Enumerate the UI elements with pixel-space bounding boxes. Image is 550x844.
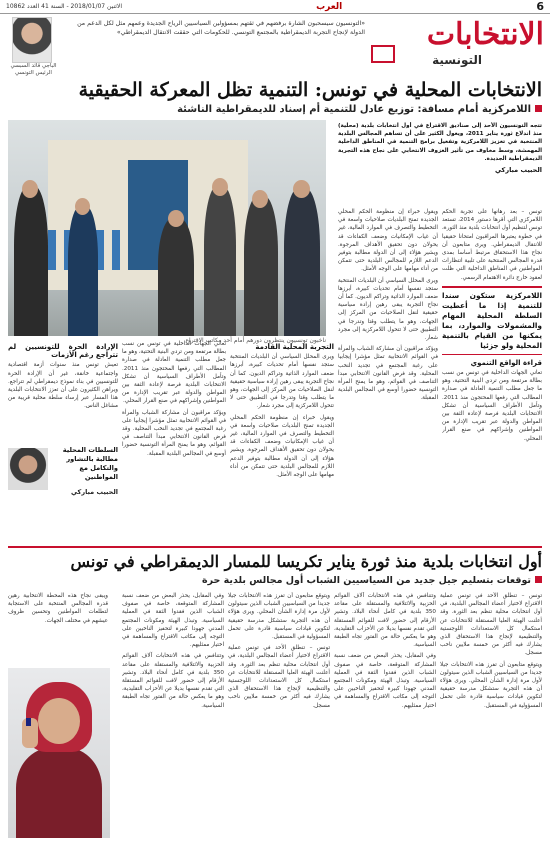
article-subheadline: توقعات بتسليم جيل جديد من السياسيين الشباب أول مجالس بلدية حرة	[8, 575, 542, 586]
woman-voter-photo	[8, 668, 110, 838]
column-text: تعاني الجهات الداخلية في تونس من نسب بطالة مرتفعة ومن تردي البنية التحتية، وهو ما جعل مطلب التنمية العادلة في صدارة المطالب التي رفعها المحتجون منذ 2011. وتأمل الأطراف السياسية أن تشكل الانتخابات البلدية فرصة لإعادة الثقة بين المواطن والدولة عبر تقريب الإدارة من المواطنين وإشراكهم في صنع القرار المحلي.	[122, 341, 226, 405]
article-headline: الانتخابات المحلية في تونس: التنمية تظل المعركة الحقيقية	[78, 79, 542, 101]
article-column	[122, 340, 226, 540]
column-text: تونس – تنطلق الأحد في تونس عملية الاقتراع لاختيار أعضاء المجالس البلدية، في أول انتخابات محلية تنظم بعد الثورة. وقد أعلنت الهيئة العليا المستقلة للانتخابات عن استكمال كل الاستعدادات اللوجستية والتنظيمية لإنجاح هذا الاستحقاق الذي يشارك فيه أكثر من خمسة ملايين ناخب مسجل.	[228, 645, 330, 709]
column-text: تونس – بعد رهانها على تجربة الحكم اللامركزي التي أقرها دستور 2014، تستعد تونس لتنظيم أول انتخابات بلدية منذ الثورة، في خطوة يعتبرها المراقبون امتحانا حقيقيا للانتقال الديمقراطي. ويرى متابعون أن نجاح هذا الاستحقاق مرتبط أساسا بمدى قدرة المجالس المنتخبة على تلبية انتظارات المواطنين في المناطق الداخلية التي ظلت لعقود خارج دائرة الاهتمام الرسمي.	[442, 209, 542, 281]
article-headline: أول انتخابات بلدية منذ ثورة يناير تكريسا للمسار الديمقراطي في تونس	[70, 552, 542, 571]
voters-photo	[8, 120, 326, 336]
article-column	[122, 592, 224, 838]
ballot-box-icon	[371, 45, 395, 63]
column-text: ويؤكد مراقبون أن مشاركة الشباب والمرأة في القوائم الانتخابية تمثل مؤشرا إيجابيا على رغبة المجتمع في تجديد النخب المحلية. وقد فرض القانون الانتخابي مبدأ التناصف في القوائم، وهو ما يمنح المرأة التونسية حضورا أوسع في المجالس البلدية المقبلة.	[338, 346, 438, 402]
article-column	[338, 208, 438, 542]
photo-caption: ناخبون تونسيون ينتظرون دورهم أمام أحد مكاتب الاقتراع	[185, 337, 326, 344]
quote-box	[8, 446, 118, 542]
column-text: ويؤكد مراقبون أن مشاركة الشباب والمرأة في القوائم الانتخابية تمثل مؤشرا إيجابيا على رغبة المجتمع في تجديد النخب المحلية. وقد فرض القانون الانتخابي مبدأ التناصف في القوائم، وهو ما يمنح المرأة التونسية حضورا أوسع في المجالس البلدية المقبلة.	[122, 409, 226, 457]
column-text: ويبقى نجاح هذه المحطة الانتخابية رهين قدرة المجالس المنتخبة على الاستجابة لتطلعات المواطنين وتحسين ظروف عيشهم في مختلف الجهات.	[8, 593, 108, 624]
column-text: وتتنافس في هذه الانتخابات آلاف القوائم الحزبية والائتلافية والمستقلة على مقاعد 350 بلدية في كامل أنحاء البلاد. وتشير الأرقام إلى حضور لافت للقوائم المستقلة التي تقدم نفسها بديلا عن الأحزاب التقليدية، وهو ما يعكس حالة من الفتور تجاه الطبقة السياسية.	[334, 593, 436, 649]
column-text: ويرى المحلل السياسي أن البلديات المنتخبة ستجد نفسها أمام تحديات كبيرة، أبرزها ضعف الموارد الذاتية وتراكم الديون. كما أن نجاح التجربة يبقى رهين إرادة سياسية حقيقية لنقل الصلاحيات من المركز إلى الجهات، وهو ما يتطلب وقتا وتدرجا في التطبيق حتى لا تتحول اللامركزية إلى مجرد شعار.	[230, 354, 334, 410]
section-masthead	[0, 15, 550, 76]
quote-text: السلطات المحلية مطالبة بالتشاور والتكامل مع المواطنين	[62, 446, 118, 481]
article-column	[228, 592, 330, 838]
portrait-role: الرئيس التونسي	[15, 70, 52, 76]
column-text: تونس – تنطلق الأحد في تونس عملية الاقتراع لاختيار أعضاء المجالس البلدية، في أول انتخابات محلية تنظم بعد الثورة. وقد أعلنت الهيئة العليا المستقلة للانتخابات عن استكمال كل الاستعدادات اللوجستية والتنظيمية لإنجاح هذا الاستحقاق الذي يشارك فيه أكثر من خمسة ملايين ناخب مسجل.	[440, 593, 542, 657]
article-column	[440, 592, 542, 838]
section-divider	[8, 546, 542, 548]
quote-portrait	[8, 448, 48, 490]
column-text: وتتنافس في هذه الانتخابات آلاف القوائم الحزبية والائتلافية والمستقلة على مقاعد 350 بلدية في كامل أنحاء البلاد. وتشير الأرقام إلى حضور لافت للقوائم المستقلة التي تقدم نفسها بديلا عن الأحزاب التقليدية، وهو ما يعكس حالة من الفتور تجاه الطبقة السياسية.	[122, 653, 224, 709]
column-text: ويقول خبراء إن منظومة الحكم المحلي الجديدة تمنح البلديات صلاحيات واسعة في التخطيط والتصرف في الموارد المالية، غير أن غياب الإمكانيات وضعف الكفاءات قد يحولان دون تحقيق الأهداف المرجوة. ويشير هؤلاء إلى أن الدولة مطالبة بتوفير الدعم اللازم للمجالس البلدية حتى تتمكن من أداء مهامها على الوجه الأمثل.	[230, 414, 334, 479]
article-intro	[338, 122, 542, 208]
president-portrait	[12, 17, 52, 63]
portrait-name: الباجي قائد السبسي	[10, 63, 57, 69]
portrait-caption	[6, 63, 61, 77]
column-text: ويقول خبراء إن منظومة الحكم المحلي الجديدة تمنح البلديات صلاحيات واسعة في التخطيط والتصرف في الموارد المالية، غير أن غياب الإمكانيات وضعف الكفاءات قد يحولان دون تحقيق الأهداف المرجوة. ويشير هؤلاء إلى أن الدولة مطالبة بتوفير الدعم اللازم للمجالس البلدية حتى تتمكن من أداء مهامها على الوجه الأمثل.	[338, 209, 438, 273]
column-text: ويرى المحلل السياسي أن البلديات المنتخبة ستجد نفسها أمام تحديات كبيرة، أبرزها ضعف الموارد الذاتية وتراكم الديون. كما أن نجاح التجربة يبقى رهين إرادة سياسية حقيقية لنقل الصلاحيات من المركز إلى الجهات، وهو ما يتطلب وقتا وتدرجا في التطبيق حتى لا تتحول اللامركزية إلى مجرد شعار.	[338, 277, 438, 342]
article-column	[230, 340, 334, 540]
article-column	[8, 592, 108, 666]
article-author: الحبيب مباركي	[494, 166, 542, 175]
intro-text: تتجه التونسيون الأحد إلى صناديق الاقتراع في أول انتخابات بلدية (محلية) منذ اندلاع ثورة يناير 2011، ويعول الكثير على أن تساهم المجالس البلدية المنتخبة في تعزيز اللامركزية وتفعيل برامج التنمية في المناطق الداخلية المهمشة، وسط مخاوف من تأثير العزوف الانتخابي على نجاح هذه التجربة الديمقراطية الجديدة.	[338, 123, 542, 162]
article-column	[334, 592, 436, 838]
quote-author: الحبيب مباركي	[70, 488, 118, 496]
section-heading: التجربة المحلية القادمة	[255, 343, 334, 351]
inked-finger-icon	[26, 718, 31, 726]
pull-quote: اللامركزية ستكون سندا للتنمية إذا ما أعطيت السلطة المحلية المهام والمشمولات والموارد، بما يمكنها من القيام بالتنمية المحلية ولو جزئيا	[442, 286, 542, 355]
section-heading: الإرادة الحرة للتونسيين لم تتراجع رغم الأزمات	[8, 343, 118, 360]
section-subtitle: التونسية	[432, 53, 482, 67]
issue-info: الاثنين 2018/01/07 - السنة 41 العدد 10862	[6, 3, 122, 10]
column-text: ويتوقع متابعون أن تفرز هذه الانتخابات جيلا جديدا من السياسيين الشباب الذين سيتولون لأول مرة إدارة الشأن المحلي. ويرى هؤلاء أن هذه التجربة ستشكل مدرسة حقيقية لتكوين قيادات سياسية قادرة على تحمل المسؤولية في المستقبل.	[440, 661, 542, 709]
section-title-block	[369, 15, 544, 73]
column-text: تعاني الجهات الداخلية في تونس من نسب بطالة مرتفعة ومن تردي البنية التحتية، وهو ما جعل مطلب التنمية العادلة في صدارة المطالب التي رفعها المحتجون منذ 2011. وتأمل الأطراف السياسية أن تشكل الانتخابات البلدية فرصة لإعادة الثقة بين المواطن والدولة عبر تقريب الإدارة من المواطنين وإشراكهم في صنع القرار المحلي.	[442, 370, 542, 442]
article-column	[442, 208, 542, 542]
page-header-bar	[0, 0, 550, 14]
section-heading: قراءة الواقع التنموي	[470, 358, 542, 367]
article-subheadline: اللامركزية أمام مسافة: توزيع عادل للتنمية أم إسناد للديمقراطية الناشئة	[8, 104, 542, 115]
section-title: الانتخابات	[426, 17, 544, 52]
column-text: وفي المقابل، يحذر البعض من ضعف نسبة المشاركة المتوقعة، خاصة في صفوف الشباب الذين فقدوا الثقة في العملية السياسية. وتبذل الهيئة ومكونات المجتمع المدني جهودا كبيرة لتحفيز الناخبين على التوجه إلى مكاتب الاقتراع والمساهمة في اختيار ممثليهم.	[334, 653, 436, 709]
page-number: 6	[536, 0, 544, 13]
column-text: وفي المقابل، يحذر البعض من ضعف نسبة المشاركة المتوقعة، خاصة في صفوف الشباب الذين فقدوا الثقة في العملية السياسية. وتبذل الهيئة ومكونات المجتمع المدني جهودا كبيرة لتحفيز الناخبين على التوجه إلى مكاتب الاقتراع والمساهمة في اختيار ممثليهم.	[122, 593, 224, 649]
column-text: ويتوقع متابعون أن تفرز هذه الانتخابات جيلا جديدا من السياسيين الشباب الذين سيتولون لأول مرة إدارة الشأن المحلي. ويرى هؤلاء أن هذه التجربة ستشكل مدرسة حقيقية لتكوين قيادات سياسية قادرة على تحمل المسؤولية في المستقبل.	[228, 593, 330, 641]
article-column	[8, 340, 118, 444]
newspaper-name: العرب	[316, 1, 343, 12]
column-text: تعيش تونس منذ سنوات أزمة اقتصادية واجتماعية خانقة، غير أن الإرادة الحرة للتونسيين في بناء نموذج ديمقراطي لم تتراجع. ويراهن الكثيرون على أن تعزز الانتخابات البلدية هذا المسار عبر إرساء سلطة محلية قريبة من مشاغل الناس.	[8, 362, 118, 410]
masthead-quote: «التونسيون سيسحبون الشارة برفضهم في ثقتهم بمسؤولين السياسيين الرياح الجديدة وعمهم مثل لكل الدعم من الدولة لإنجاح التجربة الديمقراطية بالمجتمع التونسي. للحكومات التي حققت الانتقال الديمقراطي»	[77, 20, 365, 36]
